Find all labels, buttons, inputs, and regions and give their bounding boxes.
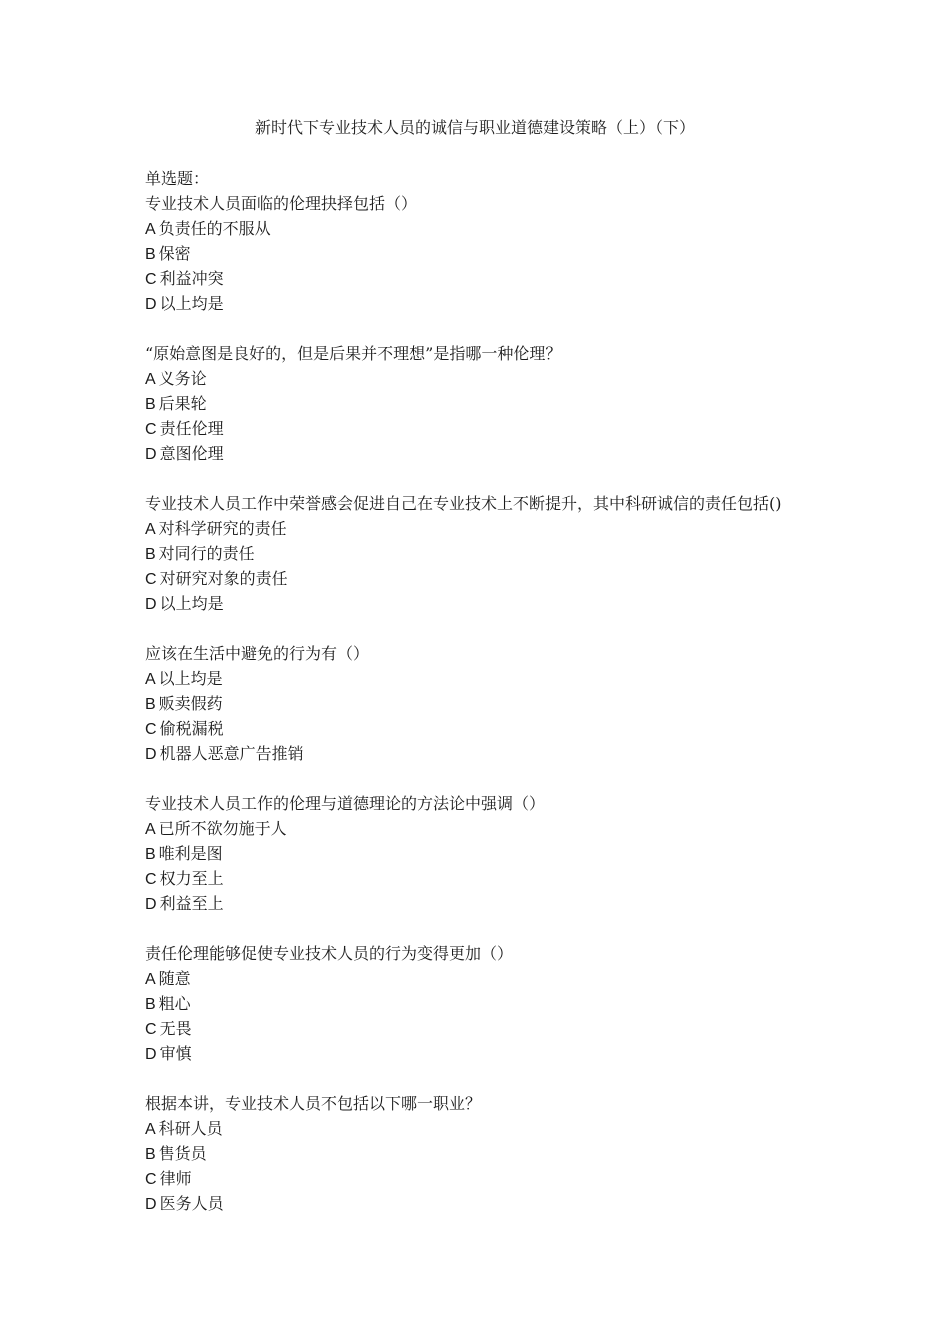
option-text: 审慎 bbox=[159, 1044, 192, 1063]
option-letter: D bbox=[145, 746, 157, 763]
option-a bbox=[145, 366, 825, 391]
option-text: 对研究对象的责任 bbox=[159, 569, 288, 588]
question-stem: “原始意图是良好的，但是后果并不理想”是指哪一种伦理？ bbox=[145, 344, 562, 363]
option-text: 科研人员 bbox=[158, 1119, 223, 1138]
option-text: 售货员 bbox=[158, 1144, 207, 1163]
option-d bbox=[145, 291, 825, 316]
option-b bbox=[145, 241, 825, 266]
option-c bbox=[145, 416, 825, 441]
option-b bbox=[145, 391, 825, 416]
option-b bbox=[145, 841, 825, 866]
option-text: 无畏 bbox=[159, 1019, 192, 1038]
option-letter: C bbox=[145, 1021, 157, 1038]
question-stem: 专业技术人员面临的伦理抉择包括（） bbox=[145, 194, 418, 213]
option-letter: C bbox=[145, 871, 157, 888]
option-a bbox=[145, 516, 825, 541]
option-text: 已所不欲勿施于人 bbox=[158, 819, 287, 838]
question-7 bbox=[145, 1091, 825, 1216]
option-a bbox=[145, 216, 825, 241]
option-text: 医务人员 bbox=[159, 1194, 224, 1213]
option-d bbox=[145, 441, 825, 466]
option-text: 意图伦理 bbox=[159, 444, 224, 463]
option-d bbox=[145, 1191, 825, 1216]
option-letter: D bbox=[145, 596, 157, 613]
option-text: 偷税漏税 bbox=[159, 719, 224, 738]
option-b bbox=[145, 541, 825, 566]
question-stem: 责任伦理能够促使专业技术人员的行为变得更加（） bbox=[145, 944, 514, 963]
option-letter: B bbox=[145, 396, 156, 413]
option-b bbox=[145, 1141, 825, 1166]
option-letter: D bbox=[145, 296, 157, 313]
option-text: 后果轮 bbox=[158, 394, 207, 413]
question-2 bbox=[145, 341, 825, 466]
option-text: 利益至上 bbox=[159, 894, 224, 913]
option-letter: B bbox=[145, 546, 156, 563]
question-stem: 专业技术人员工作的伦理与道德理论的方法论中强调（） bbox=[145, 794, 546, 813]
option-a bbox=[145, 1116, 825, 1141]
option-text: 粗心 bbox=[158, 994, 191, 1013]
option-c bbox=[145, 866, 825, 891]
option-letter: A bbox=[145, 371, 156, 388]
option-text: 以上均是 bbox=[159, 294, 224, 313]
option-c bbox=[145, 266, 825, 291]
question-stem: 应该在生活中避免的行为有（） bbox=[145, 644, 370, 663]
option-text: 对同行的责任 bbox=[158, 544, 255, 563]
option-text: 利益冲突 bbox=[159, 269, 224, 288]
option-c bbox=[145, 716, 825, 741]
option-c bbox=[145, 566, 825, 591]
option-d bbox=[145, 1041, 825, 1066]
option-letter: A bbox=[145, 221, 156, 238]
option-a bbox=[145, 666, 825, 691]
option-letter: D bbox=[145, 1196, 157, 1213]
option-letter: A bbox=[145, 1121, 156, 1138]
option-text: 随意 bbox=[158, 969, 191, 988]
option-letter: B bbox=[145, 246, 156, 263]
question-3 bbox=[145, 491, 825, 616]
document-title: 新时代下专业技术人员的诚信与职业道德建设策略（上）（下） bbox=[254, 118, 695, 137]
option-text: 权力至上 bbox=[159, 869, 224, 888]
document-content bbox=[145, 166, 825, 1241]
question-stem: 专业技术人员工作中荣誉感会促进自己在专业技术上不断提升，其中科研诚信的责任包括() bbox=[145, 494, 782, 513]
option-text: 以上均是 bbox=[159, 594, 224, 613]
option-text: 贩卖假药 bbox=[158, 694, 223, 713]
question-5 bbox=[145, 791, 825, 916]
option-d bbox=[145, 591, 825, 616]
option-letter: A bbox=[145, 671, 156, 688]
question-stem: 根据本讲，专业技术人员不包括以下哪一职业？ bbox=[145, 1094, 482, 1113]
option-letter: D bbox=[145, 1046, 157, 1063]
option-letter: C bbox=[145, 721, 157, 738]
option-d bbox=[145, 891, 825, 916]
option-a bbox=[145, 816, 825, 841]
option-d bbox=[145, 741, 825, 766]
option-text: 以上均是 bbox=[158, 669, 223, 688]
option-text: 唯利是图 bbox=[158, 844, 223, 863]
option-text: 机器人恶意广告推销 bbox=[159, 744, 304, 763]
question-6 bbox=[145, 941, 825, 1066]
option-text: 义务论 bbox=[158, 369, 207, 388]
section-label: 单选题： bbox=[145, 169, 210, 188]
option-letter: C bbox=[145, 571, 157, 588]
option-letter: A bbox=[145, 821, 156, 838]
question-4 bbox=[145, 641, 825, 766]
option-b bbox=[145, 691, 825, 716]
option-letter: D bbox=[145, 446, 157, 463]
option-letter: B bbox=[145, 996, 156, 1013]
option-text: 律师 bbox=[159, 1169, 192, 1188]
option-b bbox=[145, 991, 825, 1016]
option-letter: B bbox=[145, 846, 156, 863]
option-text: 责任伦理 bbox=[159, 419, 224, 438]
option-text: 对科学研究的责任 bbox=[158, 519, 287, 538]
option-letter: C bbox=[145, 271, 157, 288]
option-text: 保密 bbox=[158, 244, 191, 263]
option-c bbox=[145, 1166, 825, 1191]
option-text: 负责任的不服从 bbox=[158, 219, 271, 238]
option-a bbox=[145, 966, 825, 991]
option-letter: D bbox=[145, 896, 157, 913]
option-letter: A bbox=[145, 971, 156, 988]
option-letter: A bbox=[145, 521, 156, 538]
option-letter: C bbox=[145, 421, 157, 438]
option-letter: C bbox=[145, 1171, 157, 1188]
option-c bbox=[145, 1016, 825, 1041]
option-letter: B bbox=[145, 696, 156, 713]
option-letter: B bbox=[145, 1146, 156, 1163]
question-1 bbox=[145, 191, 825, 316]
